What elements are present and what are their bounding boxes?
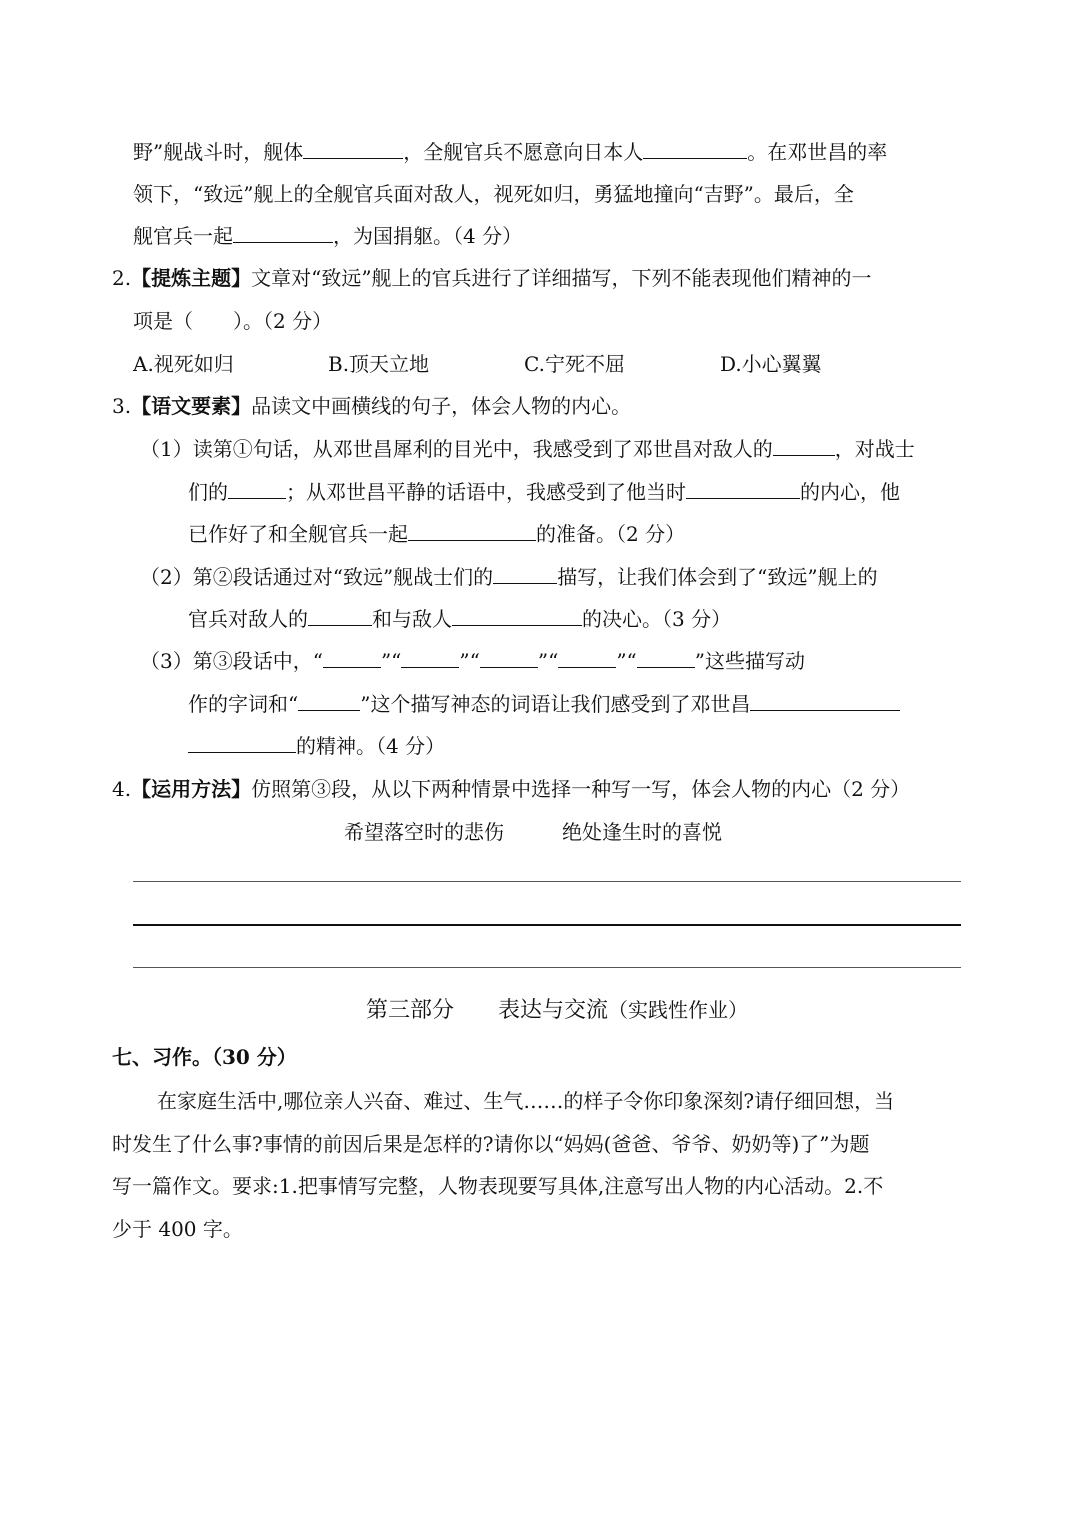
- q1-line-2: [133, 180, 854, 208]
- answer-blank[interactable]: [558, 647, 616, 668]
- q3-text: （2）第②段话通过对“致远”舰战士们的: [140, 565, 494, 589]
- scene-option[interactable]: 绝处逢生时的喜悦: [562, 820, 722, 844]
- answer-blank[interactable]: [233, 222, 333, 243]
- q3-text: 官兵对敌人的: [188, 607, 308, 631]
- q3-text: ”这个描写神态的词语让我们感受到了邓世昌: [360, 692, 751, 716]
- q3-sub3-line-1: [140, 647, 805, 675]
- question-text: 仿照第③段，从以下两种情景中选择一种写一写，体会人物的内心（2 分）: [251, 777, 911, 801]
- q1-text: 领下，“致远”舰上的全舰官兵面对敌人，视死如归，勇猛地撞向“吉野”。最后，全: [133, 182, 854, 206]
- section-heading: 第三部分 表达与交流: [366, 998, 609, 1023]
- answer-blank[interactable]: [323, 647, 381, 668]
- answer-blank[interactable]: [303, 138, 403, 159]
- answer-blank[interactable]: [637, 647, 695, 668]
- answer-blank[interactable]: [750, 690, 900, 711]
- q3-text: ，对战士: [834, 437, 915, 461]
- question-text: 项是（ ）。（2 分）: [133, 309, 333, 333]
- q1-text: ，全舰官兵不愿意向日本人: [403, 140, 644, 164]
- q3-text: 和与敌人: [372, 607, 452, 631]
- q3-text: 们的: [188, 480, 228, 504]
- answer-blank[interactable]: [308, 605, 372, 626]
- section-title: [366, 994, 748, 1026]
- question-text: 品读文中画横线的句子，体会人物的内心。: [251, 394, 632, 418]
- q3-sub1-line-3: [188, 520, 685, 548]
- answer-blank[interactable]: [228, 478, 286, 499]
- answer-blank[interactable]: [408, 520, 536, 541]
- question-tag: 【语文要素】: [131, 394, 252, 418]
- quote-marks: ”“: [537, 649, 559, 673]
- question-number: 4.: [112, 777, 132, 801]
- answer-blank[interactable]: [298, 690, 360, 711]
- answer-blank[interactable]: [643, 138, 747, 159]
- q3-text: 已作好了和全舰官兵一起: [188, 522, 408, 546]
- question-tag: 【提炼主题】: [131, 266, 252, 290]
- q2-line-2: [133, 307, 332, 335]
- q1-text: 。在邓世昌的率: [747, 140, 888, 164]
- q7-paragraph-line: 写一篇作文。要求:1.把事情写完整，人物表现要写具体,注意写出人物的内心活动。2.不: [112, 1174, 884, 1198]
- q3-text: 的内心，他: [800, 480, 900, 504]
- q3-text: 的精神。（4 分）: [296, 734, 446, 758]
- section-subheading: （实践性作业）: [608, 998, 749, 1022]
- option-c[interactable]: C.宁死不屈: [524, 352, 625, 376]
- question-tag: 【运用方法】: [131, 777, 252, 801]
- quote-marks: ”“: [459, 649, 480, 673]
- q1-line-1: [133, 138, 887, 166]
- answer-blank[interactable]: [686, 478, 800, 499]
- option-a[interactable]: A.视死如归: [133, 352, 234, 376]
- q3-line-1: [112, 392, 631, 420]
- option-b[interactable]: B.顶天立地: [328, 352, 430, 376]
- answer-blank[interactable]: [452, 605, 582, 626]
- answer-blank[interactable]: [401, 647, 459, 668]
- q7-title: 七、习作。（30 分）: [112, 1045, 297, 1069]
- question-number: 3.: [112, 394, 132, 418]
- question-text: 文章对“致远”舰上的官兵进行了详细描写，下列不能表现他们精神的一: [251, 266, 872, 290]
- answer-blank[interactable]: [493, 563, 557, 584]
- writing-line[interactable]: [133, 967, 961, 968]
- q3-text: 的决心。（3 分）: [582, 607, 732, 631]
- quote-marks: ”“: [380, 649, 402, 673]
- q3-text: （1）读第①句话，从邓世昌犀利的目光中，我感受到了邓世昌对敌人的: [140, 437, 773, 461]
- answer-blank[interactable]: [188, 732, 296, 753]
- q4-scenes: [0, 818, 1080, 846]
- q3-text: （3）第③段话中，“: [140, 649, 323, 673]
- answer-blank[interactable]: [773, 435, 835, 456]
- writing-line[interactable]: [133, 924, 961, 926]
- q2-options: [0, 350, 1080, 378]
- q1-line-3: [133, 222, 522, 250]
- q7-paragraph-line: 少于 400 字。: [112, 1217, 243, 1241]
- q3-text: 作的字词和“: [188, 692, 299, 716]
- q3-sub2-line-2: [188, 605, 731, 633]
- option-d[interactable]: D.小心翼翼: [720, 352, 822, 376]
- q3-sub1-line-1: [140, 435, 915, 463]
- q3-sub3-line-2: [188, 690, 900, 718]
- q4-line-1: [112, 775, 910, 803]
- q1-text: ，为国捐躯。（4 分）: [333, 224, 523, 248]
- q3-text: 的准备。（2 分）: [536, 522, 686, 546]
- answer-blank[interactable]: [480, 647, 538, 668]
- q1-text: 野”舰战斗时，舰体: [133, 140, 304, 164]
- q3-sub3-line-3: [188, 732, 445, 760]
- quote-marks: ”“: [616, 649, 637, 673]
- q3-text: 描写，让我们体会到了“致远”舰上的: [557, 565, 878, 589]
- q3-sub2-line-1: [140, 563, 878, 591]
- writing-line[interactable]: [133, 881, 961, 882]
- q1-text: 舰官兵一起: [133, 224, 233, 248]
- q3-text: ；从邓世昌平静的话语中，我感受到了他当时: [286, 480, 686, 504]
- q7-paragraph-line: 时发生了什么事?事情的前因后果是怎样的?请你以“妈妈(爸爸、爷爷、奶奶等)了”为题: [112, 1132, 870, 1156]
- scene-option[interactable]: 希望落空时的悲伤: [344, 820, 504, 844]
- q3-text: ”这些描写动: [694, 649, 805, 673]
- q3-sub1-line-2: [188, 478, 900, 506]
- question-number: 2.: [112, 266, 132, 290]
- q2-line-1: [112, 264, 872, 292]
- q7-paragraph-line: 在家庭生活中,哪位亲人兴奋、难过、生气……的样子令你印象深刻?请仔细回想，当: [157, 1089, 895, 1113]
